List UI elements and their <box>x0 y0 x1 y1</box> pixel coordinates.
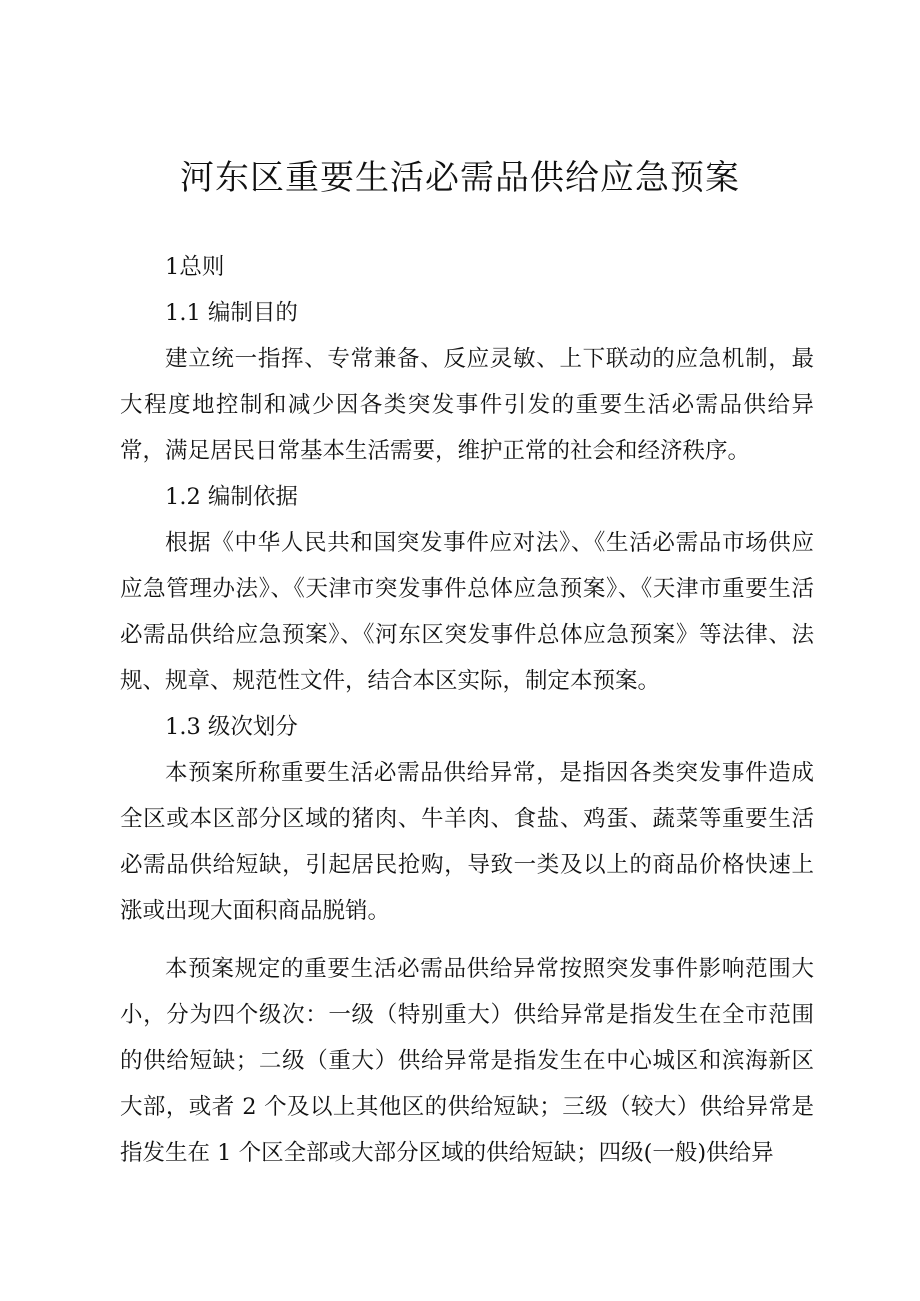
paragraph-basis: 根据《中华人民共和国突发事件应对法》、《生活必需品市场供应应急管理办法》、《天津市突发事件总体应急预案》、《天津市重要生活必需品供给应急预案》、《河东区突发事件总体应急预案》等法律、法规、规章、规范性文件，结合本区实际，制定本预案。 <box>120 530 814 694</box>
section-heading-levels: 1.3 级次划分 <box>165 714 298 740</box>
paragraph-levels-definition: 本预案所称重要生活必需品供给异常，是指因各类突发事件造成全区或本区部分区域的猪肉、牛羊肉、食盐、鸡蛋、蔬菜等重要生活必需品供给短缺，引起居民抢购，导致一类及以上的商品价格快速上涨或出现大面积商品脱销。 <box>120 760 814 924</box>
section-heading-purpose: 1.1 编制目的 <box>165 300 298 326</box>
document-body <box>120 244 814 1176</box>
document-title: 河东区重要生活必需品供给应急预案 <box>180 158 740 198</box>
paragraph-levels-classification: 本预案规定的重要生活必需品供给异常按照突发事件影响范围大小，分为四个级次：一级（特别重大）供给异常是指发生在全市范围的供给短缺；二级（重大）供给异常是指发生在中心城区和滨海新区大部，或者 2 个及以上其他区的供给短缺；三级（较大）供给异常是指发生在 1 个区全部或大部分区域的供给短缺；四级(一般)供给异 <box>120 956 814 1166</box>
section-heading-basis: 1.2 编制依据 <box>165 484 298 510</box>
section-heading-general: 1总则 <box>165 254 225 280</box>
paragraph-purpose: 建立统一指挥、专常兼备、反应灵敏、上下联动的应急机制，最大程度地控制和减少因各类突发事件引发的重要生活必需品供给异常，满足居民日常基本生活需要，维护正常的社会和经济秩序。 <box>120 346 814 464</box>
